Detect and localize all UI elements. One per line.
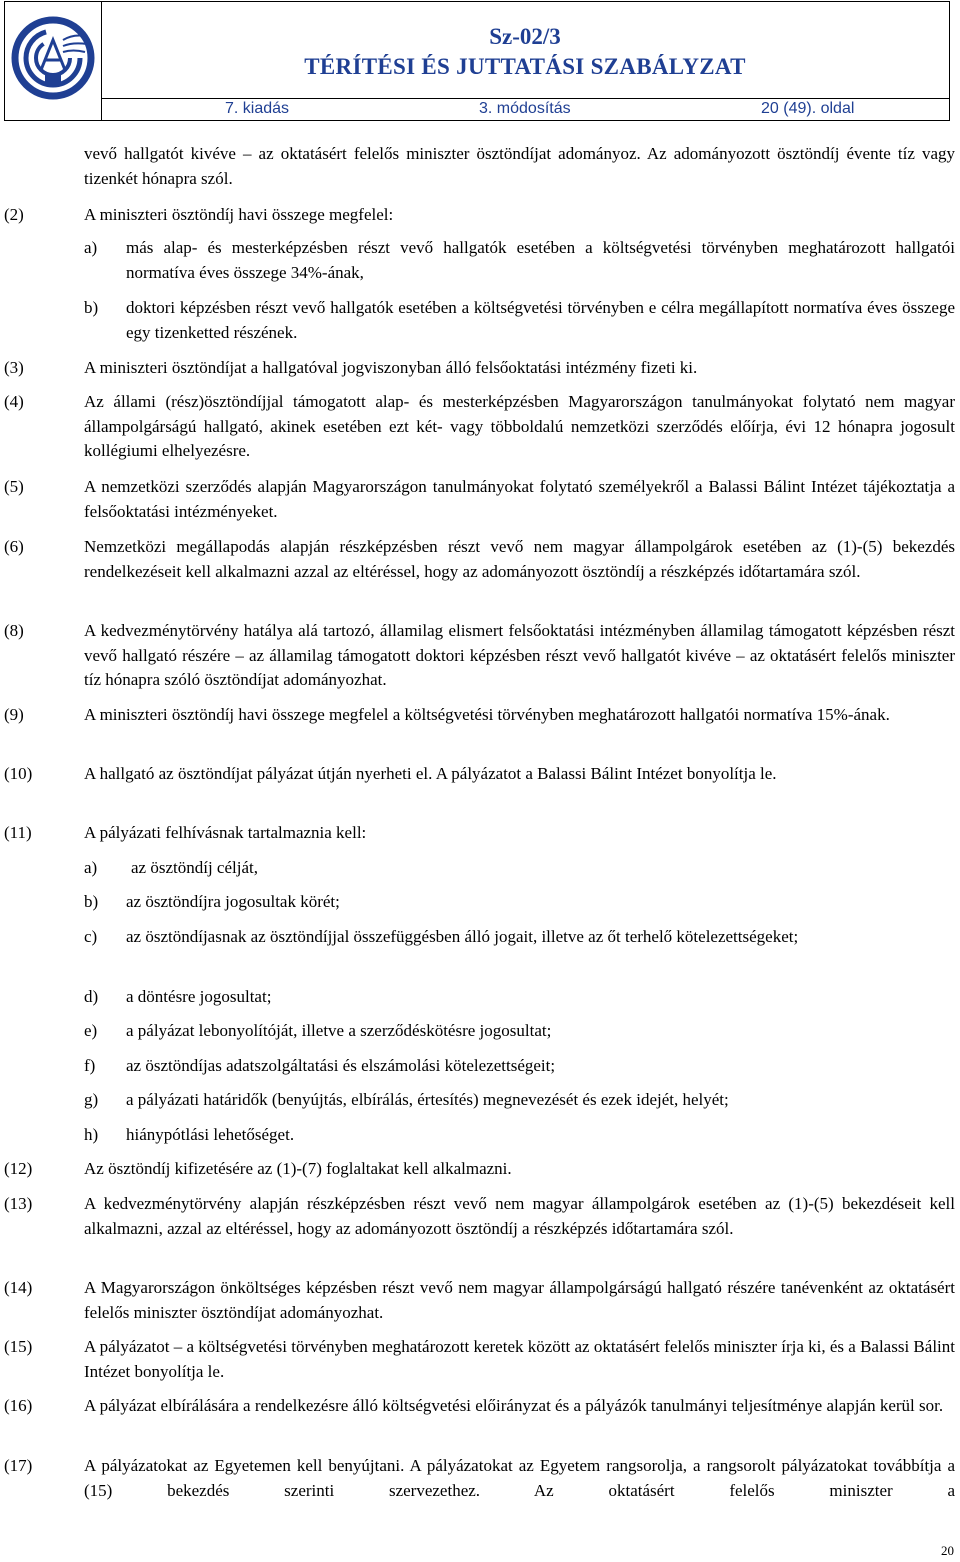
page-label: 20 (49). oldal [761, 100, 855, 117]
document-meta-row [101, 98, 949, 120]
paragraph-number: (13) [4, 1194, 33, 1213]
paragraph-number: (16) [4, 1396, 33, 1415]
paragraph-number: (9) [4, 705, 24, 724]
paragraph-11: A pályázati felhívásnak tartalmaznia kell: [84, 823, 367, 842]
paragraph-number: (12) [4, 1159, 33, 1178]
university-logo-icon [11, 10, 95, 110]
paragraph-15: A pályázatot ‒ a költségvetési törvényben meghatározott keretek között az oktatásért felelős miniszter írja ki, és a Balassi Bálint Intézet bonyolítja le. [84, 1337, 955, 1381]
paragraph-number: (6) [4, 537, 24, 556]
paragraph-12: Az ösztöndíj kifizetésére az (1)-(7) foglaltakat kell alkalmazni. [84, 1159, 512, 1178]
paragraph-5: A nemzetközi szerződés alapján Magyarországon tanulmányokat folytató személyekről a Balassi Bálint Intézet tájékoztatja a felsőoktatási intézményeket. [84, 477, 955, 521]
list-letter: d) [84, 987, 99, 1006]
paragraph-4: Az állami (rész)ösztöndíjjal támogatott alap- és mesterképzésben Magyarországon tanulmányokat folytató nem magyar állampolgárságú hallgató, akinek esetében ezt két- vagy többoldalú nemzetközi szerződés előírja, évi 12 hónapra jogosult kollégiumi elhelyezésre. [84, 392, 955, 460]
paragraph-11-item-a: az ösztöndíj célját, [131, 858, 258, 877]
paragraph-3: A miniszteri ösztöndíjat a hallgatóval jogviszonyban álló felsőoktatási intézmény fizeti ki. [84, 358, 698, 377]
paragraph-number: (11) [4, 823, 32, 842]
page-number: 20 [941, 1543, 954, 1558]
revision-label: 3. módosítás [479, 100, 571, 117]
paragraph-13: A kedvezménytörvény alapján részképzésben részt vevő nem magyar állampolgárok esetében az (1)-(5) bekezdéseit kell alkalmazni, azzal az eltéréssel, hogy az adományozott ösztöndíj a részképzés időtartamára szól. [84, 1194, 955, 1238]
document-header [4, 1, 950, 121]
paragraph-11-item-h: hiánypótlási lehetőséget. [126, 1125, 295, 1144]
title-cell [101, 2, 949, 99]
paragraph-16: A pályázat elbírálására a rendelkezésre álló költségvetési előirányzat és a pályázók tanulmányi teljesítménye alapján kerül sor. [84, 1396, 944, 1415]
paragraph-17: A pályázatokat az Egyetemen kell benyújtani. A pályázatokat az Egyetem rangsorolja, a rangsorolt pályázatokat továbbítja a (15) bekezdés szerinti szervezethez. Az oktatásért felelős miniszter a [84, 1456, 955, 1500]
paragraph-number: (17) [4, 1456, 33, 1475]
paragraph-number: (15) [4, 1337, 33, 1356]
paragraph-11-item-c: az ösztöndíjasnak az ösztöndíjjal összefüggésben álló jogait, illetve az őt terhelő kötelezettségeket; [126, 927, 799, 946]
list-letter: a) [84, 858, 98, 877]
paragraph-14: A Magyarországon önköltséges képzésben részt vevő nem magyar állampolgárságú hallgató részére tanévenként az oktatásért felelős miniszter ösztöndíjat adományozhat. [84, 1278, 955, 1322]
paragraph-6: Nemzetközi megállapodás alapján részképzésben részt vevő nem magyar állampolgárok esetében az (1)-(5) bekezdés rendelkezéseit kell alkalmazni azzal az eltéréssel, hogy az adományozott ösztöndíj a részképzés időtartamára szól. [84, 537, 955, 581]
list-letter: b) [84, 892, 99, 911]
paragraph-11-item-b: az ösztöndíjra jogosultak körét; [126, 892, 340, 911]
paragraph-8: A kedvezménytörvény hatálya alá tartozó, államilag elismert felsőoktatási intézményben államilag támogatott képzésben részt vevő hallgató részére ‒ az államilag támogatott doktori képzésben részt vevő hallgatót kivéve ‒ az oktatásért felelős miniszter tíz hónapra szóló ösztöndíjat adományozhat. [84, 621, 955, 689]
edition-label: 7. kiadás [225, 100, 290, 117]
document-code: Sz-02/3 [489, 24, 561, 49]
paragraph-number: (2) [4, 205, 24, 224]
list-letter: b) [84, 298, 99, 317]
paragraph-11-item-g: a pályázati határidők (benyújtás, elbírálás, értesítés) megnevezését és ezek idejét, helyét; [126, 1090, 729, 1109]
paragraph-number: (10) [4, 764, 33, 783]
paragraph-1-continuation: vevő hallgatót kivéve ‒ az oktatásért felelős miniszter ösztöndíjat adományoz. Az adományozott ösztöndíj évente tíz vagy tizenkét hónapra szól. [84, 144, 955, 188]
paragraph-10: A hallgató az ösztöndíjat pályázat útján nyerheti el. A pályázatot a Balassi Bálint Intézet bonyolítja le. [84, 764, 777, 783]
paragraph-number: (4) [4, 392, 24, 411]
list-letter: h) [84, 1125, 99, 1144]
paragraph-11-item-d: a döntésre jogosultat; [126, 987, 272, 1006]
paragraph-2-item-b: doktori képzésben részt vevő hallgatók esetében a költségvetési törvényben e célra megállapított normatíva éves összege egy tizenketted részének. [126, 298, 955, 342]
paragraph-11-item-e: a pályázat lebonyolítóját, illetve a szerződéskötésre jogosultat; [126, 1021, 552, 1040]
paragraph-9: A miniszteri ösztöndíj havi összege megfelel a költségvetési törvényben meghatározott hallgatói normatíva 15%-ának. [84, 705, 890, 724]
list-letter: e) [84, 1021, 98, 1040]
list-letter: a) [84, 238, 98, 257]
paragraph-2-item-a: más alap- és mesterképzésben részt vevő hallgatók esetében a költségvetési törvényben meghatározott hallgatói normatíva éves összege 34%-ának, [126, 238, 955, 282]
paragraph-number: (8) [4, 621, 24, 640]
paragraph-2: A miniszteri ösztöndíj havi összege megfelel: [84, 205, 394, 224]
list-letter: f) [84, 1056, 96, 1075]
list-letter: g) [84, 1090, 99, 1109]
paragraph-11-item-f: az ösztöndíjas adatszolgáltatási és elszámolási kötelezettségeit; [126, 1056, 556, 1075]
paragraph-number: (3) [4, 358, 24, 377]
logo-cell [5, 2, 102, 120]
document-title: TÉRÍTÉSI ÉS JUTTATÁSI SZABÁLYZAT [304, 54, 746, 79]
list-letter: c) [84, 927, 98, 946]
paragraph-number: (14) [4, 1278, 33, 1297]
paragraph-number: (5) [4, 477, 24, 496]
